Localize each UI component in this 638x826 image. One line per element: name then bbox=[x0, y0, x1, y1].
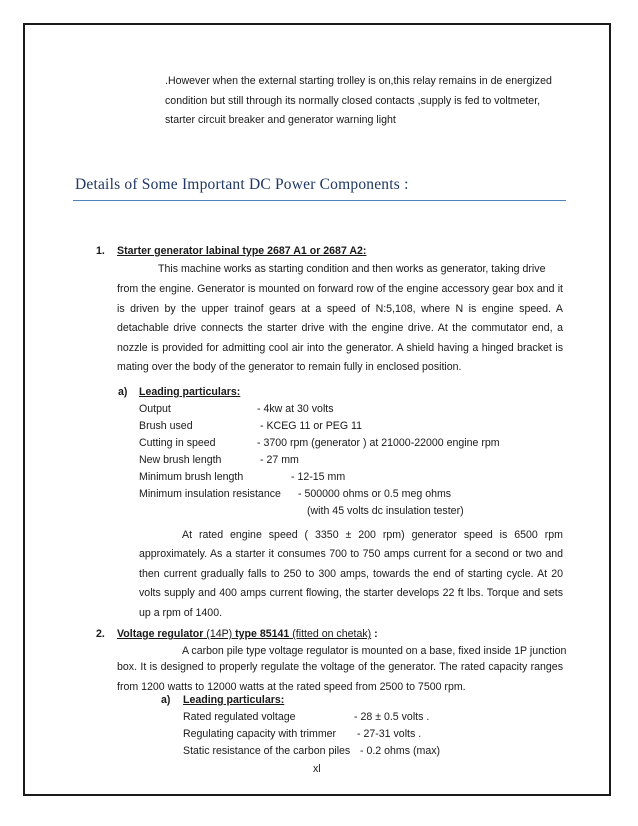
spec-value: - 27 mm bbox=[260, 454, 299, 466]
spec-name: Regulating capacity with trimmer bbox=[183, 728, 337, 740]
spec-value: - 3700 rpm (generator ) at 21000-22000 engine rpm bbox=[257, 437, 500, 449]
spec-name: Cutting in speed bbox=[139, 437, 216, 449]
item2-title-part-b: (14P) bbox=[203, 628, 236, 640]
intro-line-1: .However when the external starting trolley is on,this relay remains in de energized bbox=[165, 75, 552, 87]
spec-value: - KCEG 11 or PEG 11 bbox=[260, 420, 363, 432]
item2-para-line-1: A carbon pile type voltage regulator is mounted on a base, fixed inside 1P junction bbox=[182, 645, 567, 657]
spec-value: - 28 ± 0.5 volts . bbox=[354, 711, 430, 723]
item2-title-part-d: (fitted on chetak) bbox=[289, 628, 372, 640]
spec-name: Static resistance of the carbon piles bbox=[183, 745, 351, 757]
item1-para2-first bbox=[182, 526, 563, 546]
item2-title bbox=[117, 628, 378, 641]
item2-title-part-e: : bbox=[371, 628, 378, 640]
item2-title-part-a: Voltage regulator bbox=[117, 628, 204, 640]
page-number: xl bbox=[313, 763, 321, 775]
item1-number: 1. bbox=[96, 245, 105, 257]
item2-sub-a-title: Leading particulars: bbox=[183, 694, 285, 706]
item1-para-line-4: detachable drive connects the starter drive with the engine drive. At the commutator end, a bbox=[117, 322, 563, 335]
item1-paragraph2 bbox=[139, 545, 563, 623]
item1-para2-line-3: then current gradually falls to 250 to 300 amps, towards the end of starting cycle. At 20 bbox=[139, 567, 563, 580]
item1-para2-line-2: approximately. As a starter it consumes 700 to 750 amps current for a second or two and bbox=[139, 548, 563, 560]
spec-name: Minimum insulation resistance bbox=[139, 488, 281, 500]
spec-value: - 12-15 mm bbox=[291, 471, 346, 483]
item1-para-line-6: mating over the body of the generator to remain fully in enclosed position. bbox=[117, 361, 462, 374]
spec-value: - 500000 ohms or 0.5 meg ohms bbox=[298, 488, 452, 500]
spec-value: - 0.2 ohms (max) bbox=[360, 745, 441, 757]
item1-para-line-1: This machine works as starting condition and then works as generator, taking drive bbox=[158, 263, 546, 275]
item2-para-line-2: box. It is designed to properly regulate the voltage of the generator. The rated capacity ranges bbox=[117, 661, 563, 673]
item2-title-part-c: type 85141 bbox=[235, 628, 290, 640]
item2-sub-a-label: a) bbox=[161, 694, 171, 706]
spec-name: Minimum brush length bbox=[139, 471, 244, 483]
item1-title: Starter generator labinal type 2687 A1 or 2687 A2: bbox=[117, 245, 367, 257]
spec-note: (with 45 volts dc insulation tester) bbox=[307, 505, 464, 517]
spec-name: Rated regulated voltage bbox=[183, 711, 296, 723]
item1-sub-a-label: a) bbox=[118, 386, 128, 398]
intro-line-3: starter circuit breaker and generator warning light bbox=[165, 114, 396, 126]
heading-rule bbox=[73, 200, 566, 201]
intro-line-2: condition but still through its normally closed contacts ,supply is fed to voltmeter, bbox=[165, 95, 541, 107]
item1-para2-line-1: At rated engine speed ( 3350 ± 200 rpm) generator speed is 6500 rpm bbox=[182, 529, 563, 541]
spec-name: New brush length bbox=[139, 454, 222, 466]
item1-para-line-5: nozzle is provided for admitting cool air into the generator. A shield having a hinged bracket is bbox=[117, 341, 563, 354]
item1-para2-line-5: up a rpm of 1400. bbox=[139, 606, 223, 619]
item2-para-line-3: from 1200 watts to 12000 watts at the rated speed from 2500 to 7500 rpm. bbox=[117, 680, 466, 693]
item1-para-line-3: is driven by the upper trainof gears at a speed of N:5,108, where N is engine speed. A bbox=[117, 302, 563, 315]
item1-para2-line-4: volts supply and 400 amps current flowing, the starter develops 22 ft lbs. Torque and sets bbox=[139, 587, 563, 600]
spec-name: Brush used bbox=[139, 420, 193, 432]
item2-number: 2. bbox=[96, 628, 105, 640]
spec-name: Output bbox=[139, 403, 171, 415]
item1-para-line-2: from the engine. Generator is mounted on forward row of the engine accessory gear box and it bbox=[117, 283, 563, 295]
item1-sub-a-title: Leading particulars: bbox=[139, 386, 241, 398]
spec-value: - 4kw at 30 volts bbox=[257, 403, 334, 415]
section-heading: Details of Some Important DC Power Components : bbox=[75, 176, 409, 193]
item2-paragraph bbox=[117, 658, 563, 697]
spec-value: - 27-31 volts . bbox=[357, 728, 422, 740]
item1-paragraph bbox=[117, 280, 563, 378]
